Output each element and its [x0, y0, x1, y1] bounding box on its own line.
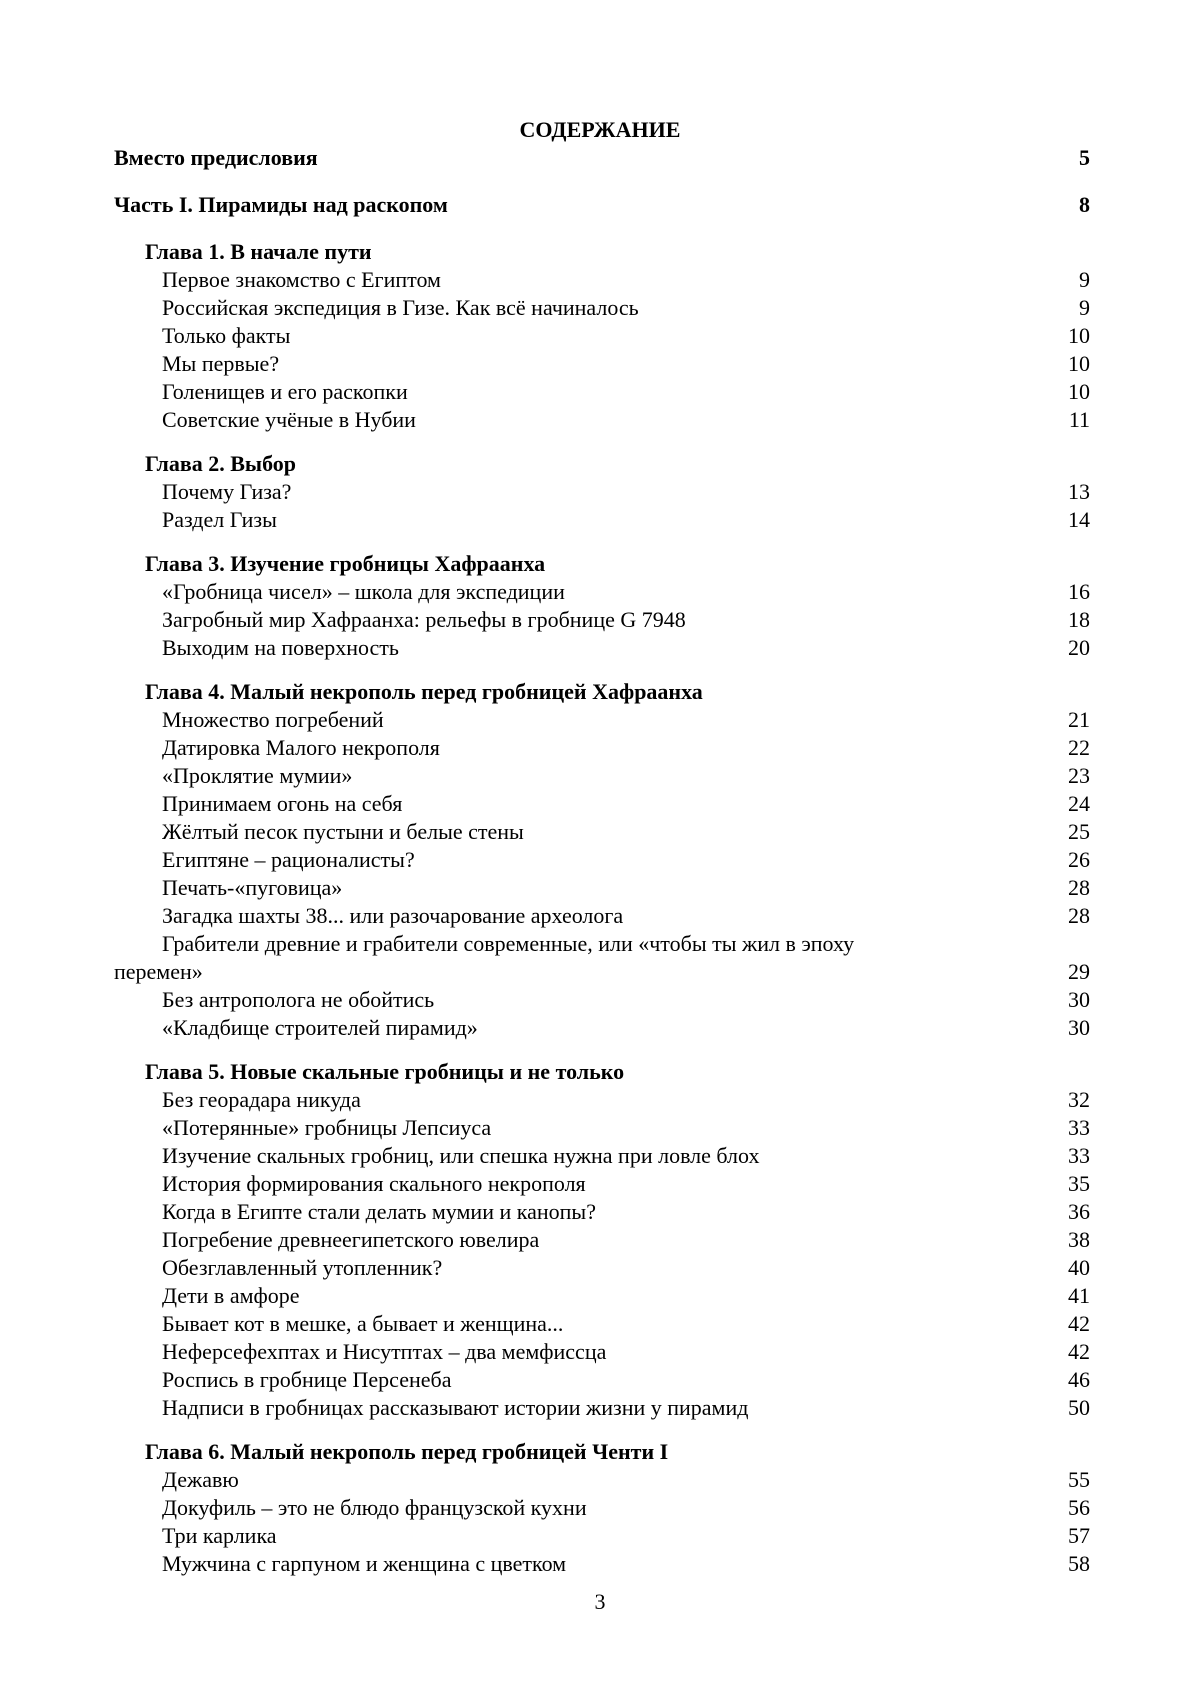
toc-entry-page-number: 56: [1068, 1495, 1090, 1520]
toc-entry-page-number: 18: [1068, 607, 1090, 632]
toc-entry-label: Вместо предисловия: [114, 145, 318, 170]
toc-section-entry[interactable]: [114, 1338, 1090, 1366]
toc-entry-label: Загадка шахты 38... или разочарование археолога: [162, 903, 624, 928]
toc-section-entry[interactable]: [114, 634, 1090, 662]
toc-entry-page-number: 9: [1079, 267, 1090, 292]
toc-entry-label: Египтяне – рационалисты?: [162, 847, 415, 872]
toc-entry-page-number: 14: [1068, 507, 1090, 532]
toc-entry-page-number: 24: [1068, 791, 1090, 816]
toc-entry-label: Без георадара никуда: [162, 1087, 361, 1112]
toc-entry-page-number: 41: [1068, 1283, 1090, 1308]
toc-entry-label: Только факты: [162, 323, 291, 348]
toc-entry-label: Раздел Гизы: [162, 507, 277, 532]
toc-entry-label: Принимаем огонь на себя: [162, 791, 403, 816]
toc-section-entry[interactable]: [114, 294, 1090, 322]
toc-entry-page-number: 5: [1079, 145, 1090, 170]
toc-entry-page-number: 8: [1079, 192, 1090, 217]
toc-section-entry[interactable]: [114, 506, 1090, 534]
toc-section-entry[interactable]: [114, 266, 1090, 294]
toc-section-entry[interactable]: [114, 1198, 1090, 1226]
toc-entry-page-number: 23: [1068, 763, 1090, 788]
toc-section-entry[interactable]: [114, 818, 1090, 846]
toc-section-entry[interactable]: [114, 1522, 1090, 1550]
toc-section-entry[interactable]: [114, 1254, 1090, 1282]
toc-section-entry[interactable]: [114, 606, 1090, 634]
toc-chapter-title[interactable]: Глава 2. Выбор: [145, 451, 297, 476]
toc-entry-page-number: 33: [1068, 1115, 1090, 1140]
toc-entry-label: Роспись в гробнице Персенеба: [162, 1367, 452, 1392]
toc-section-entry[interactable]: [114, 1366, 1090, 1394]
toc-section-entry[interactable]: [114, 846, 1090, 874]
toc-section-entry[interactable]: [114, 350, 1090, 378]
toc-entry-page-number: 42: [1068, 1311, 1090, 1336]
toc-entry-page-number: 32: [1068, 1087, 1090, 1112]
toc-section-entry[interactable]: [114, 1282, 1090, 1310]
toc-entry-page-number: 21: [1068, 707, 1090, 732]
toc-entry-page-number: 28: [1068, 903, 1090, 928]
toc-entry-page-number: 10: [1068, 351, 1090, 376]
toc-entry-label: Выходим на поверхность: [162, 635, 399, 660]
toc-section-entry[interactable]: [114, 478, 1090, 506]
toc-section-entry[interactable]: [114, 734, 1090, 762]
chapter-list: [114, 238, 1090, 1578]
toc-chapter: [114, 1438, 1090, 1578]
toc-section-entry[interactable]: [114, 1494, 1090, 1522]
toc-entry-page-number: 55: [1068, 1467, 1090, 1492]
toc-entry-label: Загробный мир Хафраанха: рельефы в гробнице G 7948: [162, 607, 686, 632]
table-of-contents: [114, 144, 1090, 1578]
toc-entry-label: Обезглавленный утопленник?: [162, 1255, 443, 1280]
toc-entry-label: Надписи в гробницах рассказывают истории жизни у пирамид: [162, 1395, 749, 1420]
toc-entry-preface[interactable]: [114, 144, 1090, 172]
toc-section-entry[interactable]: [114, 874, 1090, 902]
toc-entry-label: Изучение скальных гробниц, или спешка нужна при ловле блох: [162, 1143, 760, 1168]
toc-entry-label: Без антрополога не обойтись: [162, 987, 435, 1012]
toc-entry-label: Три карлика: [162, 1523, 277, 1548]
toc-section-entry[interactable]: [114, 378, 1090, 406]
toc-section-entry[interactable]: [114, 1466, 1090, 1494]
toc-chapter: [114, 550, 1090, 662]
toc-entry-label: «Гробница чисел» – школа для экспедиции: [162, 579, 565, 604]
toc-entry-label: Мы первые?: [162, 351, 280, 376]
toc-section-entry[interactable]: [114, 1114, 1090, 1142]
toc-section-entry[interactable]: [114, 930, 1090, 986]
toc-entry-page-number: 30: [1068, 1015, 1090, 1040]
toc-entry-label: Неферсефехптах и Нисутптах – два мемфиссца: [162, 1339, 607, 1364]
toc-entry-label: Жёлтый песок пустыни и белые стены: [162, 819, 524, 844]
toc-chapter: [114, 238, 1090, 434]
toc-section-entry[interactable]: [114, 1550, 1090, 1578]
toc-entry-label: Часть I. Пирамиды над раскопом: [114, 192, 448, 217]
toc-entry-label: Мужчина с гарпуном и женщина с цветком: [162, 1551, 567, 1576]
toc-chapter-title[interactable]: Глава 5. Новые скальные гробницы и не только: [145, 1059, 625, 1084]
toc-section-entry[interactable]: [114, 1310, 1090, 1338]
toc-section-entry[interactable]: [114, 706, 1090, 734]
toc-entry-page-number: 50: [1068, 1395, 1090, 1420]
toc-section-entry[interactable]: [114, 790, 1090, 818]
toc-entry-label: «Проклятие мумии»: [162, 763, 353, 788]
toc-entry-page-number: 11: [1068, 407, 1090, 432]
toc-title: СОДЕРЖАНИЕ: [519, 117, 681, 142]
toc-entry-page-number: 28: [1068, 875, 1090, 900]
toc-entry-page-number: 42: [1068, 1339, 1090, 1364]
page-number: 3: [594, 1589, 606, 1614]
toc-entry-label: Дети в амфоре: [162, 1283, 300, 1308]
toc-entry-page-number: 26: [1068, 847, 1090, 872]
toc-section-entry[interactable]: [114, 1170, 1090, 1198]
toc-section-entry[interactable]: [114, 406, 1090, 434]
toc-entry-page-number: 13: [1068, 479, 1090, 504]
toc-entry-page-number: 10: [1068, 379, 1090, 404]
toc-entry-label: Докуфиль – это не блюдо французской кухни: [162, 1495, 587, 1520]
toc-entry-label: Дежавю: [162, 1467, 239, 1492]
toc-entry-page-number: 16: [1068, 579, 1090, 604]
toc-entry-label: «Потерянные» гробницы Лепсиуса: [162, 1115, 492, 1140]
toc-chapter-title[interactable]: Глава 1. В начале пути: [145, 239, 372, 264]
toc-entry-label: Когда в Египте стали делать мумии и канопы?: [162, 1199, 596, 1224]
toc-entry-label: Советские учёные в Нубии: [162, 407, 416, 432]
toc-entry-label: «Кладбище строителей пирамид»: [162, 1015, 478, 1040]
toc-entry-label: Грабители древние и грабители современные, или «чтобы ты жил в эпоху перемен»: [114, 931, 855, 984]
toc-section-entry[interactable]: [114, 1086, 1090, 1114]
toc-section-entry[interactable]: [114, 902, 1090, 930]
toc-entry-page-number: 10: [1068, 323, 1090, 348]
toc-section-entry[interactable]: [114, 578, 1090, 606]
toc-chapter-title[interactable]: Глава 6. Малый некрополь перед гробницей Ченти I: [145, 1439, 669, 1464]
toc-entry-page-number: 46: [1068, 1367, 1090, 1392]
toc-entry-page-number: 57: [1068, 1523, 1090, 1548]
toc-entry-label: Печать-«пуговица»: [162, 875, 343, 900]
toc-section-entry[interactable]: [114, 1226, 1090, 1254]
toc-entry-part-1[interactable]: [114, 191, 1090, 219]
toc-entry-label: История формирования скального некрополя: [162, 1171, 586, 1196]
toc-entry-page-number: 40: [1068, 1255, 1090, 1280]
toc-entry-page-number: 33: [1068, 1143, 1090, 1168]
toc-section-entry[interactable]: [114, 762, 1090, 790]
toc-entry-label: Бывает кот в мешке, а бывает и женщина...: [162, 1311, 564, 1336]
toc-entry-page-number: 58: [1068, 1551, 1090, 1576]
toc-entry-label: Датировка Малого некрополя: [162, 735, 440, 760]
toc-entry-page-number: 30: [1068, 987, 1090, 1012]
toc-entry-page-number: 22: [1068, 735, 1090, 760]
toc-entry-page-number: 25: [1068, 819, 1090, 844]
toc-section-entry[interactable]: [114, 1014, 1090, 1042]
toc-entry-page-number: 20: [1068, 635, 1090, 660]
toc-section-entry[interactable]: [114, 1394, 1090, 1422]
toc-chapter-title[interactable]: Глава 3. Изучение гробницы Хафраанха: [145, 551, 546, 576]
toc-chapter: [114, 450, 1090, 534]
toc-entry-page-number: 9: [1079, 295, 1090, 320]
toc-entry-label: Погребение древнеегипетского ювелира: [162, 1227, 540, 1252]
toc-chapter: [114, 1058, 1090, 1422]
toc-entry-label: Почему Гиза?: [162, 479, 292, 504]
toc-entry-page-number: 29: [1068, 959, 1090, 984]
toc-entry-label: Российская экспедиция в Гизе. Как всё начиналось: [162, 295, 639, 320]
toc-section-entry[interactable]: [114, 1142, 1090, 1170]
toc-chapter-title[interactable]: Глава 4. Малый некрополь перед гробницей Хафраанха: [145, 679, 703, 704]
toc-entry-label: Множество погребений: [162, 707, 384, 732]
toc-entry-page-number: 38: [1068, 1227, 1090, 1252]
toc-section-entry[interactable]: [114, 322, 1090, 350]
toc-entry-label: Первое знакомство с Египтом: [162, 267, 441, 292]
toc-entry-label: Голенищев и его раскопки: [162, 379, 408, 404]
toc-entry-page-number: 36: [1068, 1199, 1090, 1224]
toc-chapter: [114, 678, 1090, 1042]
toc-section-entry[interactable]: [114, 986, 1090, 1014]
toc-entry-page-number: 35: [1068, 1171, 1090, 1196]
